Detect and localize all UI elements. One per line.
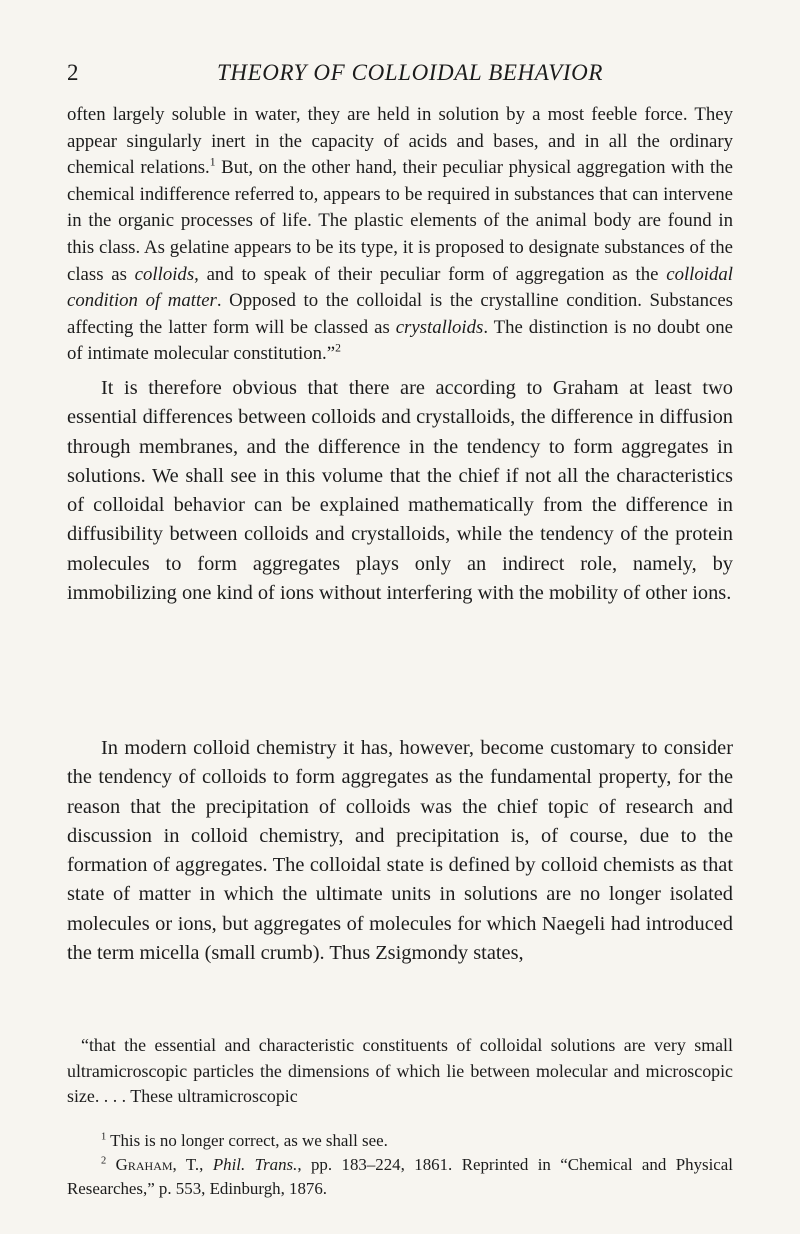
footnote-text: , pp. 183–224, 1861. Reprinted in “Chemical and Physical Researches,” p. 553, Edinburgh, 1876. bbox=[67, 1155, 733, 1198]
text-run: But, on the other hand, their peculiar physical aggregation with the chemical indifference referred to, appears to be required in substances that can intervene in the organic processes of life. The plastic elements of the animal body are found in this class. As gelatine appears to be its type, it is proposed to designate substances of the class as bbox=[67, 157, 733, 285]
footnote-text: This is no longer correct, as we shall see. bbox=[106, 1131, 388, 1150]
footnote-2 bbox=[67, 1153, 733, 1201]
footnote-mark: 2 bbox=[101, 1155, 107, 1167]
paragraph-text: It is therefore obvious that there are according to Graham at least two essential differences between colloids and crystalloids, the difference in diffusion through membranes, and the difference in the tendency to form aggregates in solutions. We shall see in this volume that the chief if not all the characteristics of colloidal behavior can be explained mathematically from the difference in diffusibility between colloids and crystalloids, while the tendency of the protein molecules to form aggregates plays only an indirect role, namely, by immobilizing one kind of ions without interfering with the mobility of other ions. bbox=[67, 377, 733, 605]
footnote-1 bbox=[67, 1129, 733, 1153]
text-run: . Opposed to the colloidal is the crystalline condition. Substances affecting the latter form will be classed as bbox=[67, 290, 733, 338]
italic-term-crystalloids: crystalloids bbox=[395, 316, 484, 338]
paragraph-graham-differences bbox=[67, 374, 733, 608]
text-run: , and to speak of their peculiar form of aggregation as the bbox=[194, 263, 667, 285]
footnote-ref-2: 2 bbox=[335, 342, 341, 356]
footnote-journal: Phil. Trans. bbox=[212, 1155, 298, 1174]
footnotes bbox=[67, 1129, 733, 1201]
page-header bbox=[0, 58, 800, 88]
text-run: . The distinction is no doubt one of intimate molecular constitution.” bbox=[67, 316, 733, 365]
block-quote-zsigmondy: “that the essential and characteristic constituents of colloidal solutions are very small ultramicroscopic particles the dimensions of which lie between molecular and microscopic size. . . . These ultramicroscopic bbox=[67, 1035, 733, 1107]
page-number: 2 bbox=[67, 60, 79, 85]
running-head: THEORY OF COLLOIDAL BEHAVIOR bbox=[216, 60, 603, 85]
text-run: often largely soluble in water, they are held in solution by a most feeble force. They appear singularly inert in the capacity of acids and bases, and in all the ordinary chemical relations. bbox=[67, 104, 733, 179]
italic-term-colloidal-condition: colloidal condition of matter bbox=[67, 263, 734, 312]
footnote-author: Graham bbox=[115, 1155, 173, 1174]
paragraph-modern-colloid-chemistry: In modern colloid chemistry it has, however, become customary to consider the tendency of colloids to form aggregates as the fundamental property, for the reason that the precipitation of colloids was the chief topic of research and discussion in colloid chemistry, and precipitation is, of course, due to the formation of aggregates. The colloidal state is defined by colloid chemists as that state of matter in which the ultimate units in solutions are no longer isolated molecules or ions, but aggregates of molecules for which Naegeli had introduced the term micella (small crumb). Thus Zsigmondy states, bbox=[67, 737, 733, 965]
paragraph-quote-continuation bbox=[67, 102, 733, 368]
footnote-mark: 1 bbox=[101, 1131, 107, 1143]
footnote-text: , T., bbox=[172, 1155, 213, 1174]
footnote-ref-1: 1 bbox=[209, 155, 216, 169]
italic-term-colloids: colloids bbox=[134, 263, 195, 285]
